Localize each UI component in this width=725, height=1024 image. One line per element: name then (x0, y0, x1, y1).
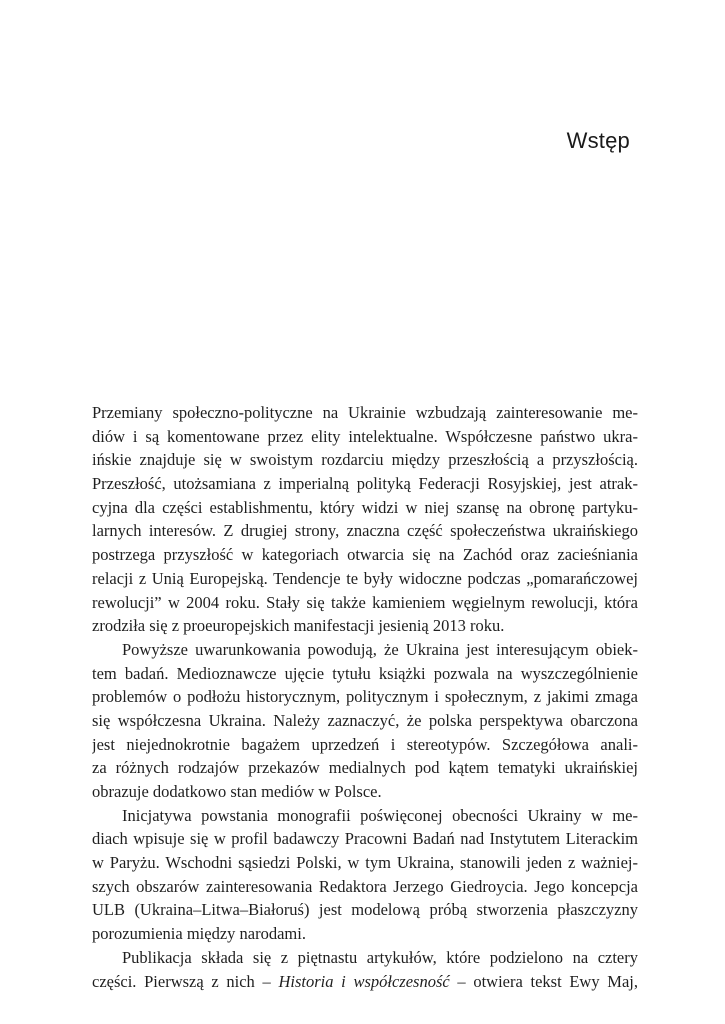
text-line: problemów o podłożu historycznym, politycznym i społecznym, z jakimi zmaga (92, 687, 638, 707)
chapter-title: Wstęp (566, 128, 630, 153)
text-line: Przemiany społeczno-polityczne na Ukrainie wzbudzają zainteresowanie me- (92, 403, 638, 422)
text-line: za różnych rodzajów przekazów medialnych pod kątem tematyki ukraińskiej (92, 758, 638, 778)
text-line: jest niejednokrotnie bagażem uprzedzeń i stereotypów. Szczegółowa anali- (92, 734, 638, 754)
text-line: rewolucji” w 2004 roku. Stały się także kamieniem węgielnym rewolucji, która (92, 592, 638, 612)
text-line: cyjna dla części establishmentu, który widzi w niej szansę na obronę partyku- (92, 497, 638, 517)
text-line-with-emphasis (92, 970, 638, 994)
text-line: Inicjatywa powstania monografii poświęconej obecności Ukrainy w me- (122, 805, 638, 825)
text-line: diach wpisuje się w profil badawczy Pracowni Badań nad Instytutem Literackim (92, 829, 638, 849)
text-line: obrazuje dodatkowo stan mediów w Polsce. (92, 782, 382, 801)
body-text (92, 401, 638, 993)
text-line: postrzega przyszłość w kategoriach otwarcia się na Zachód oraz zacieśniania (92, 545, 638, 565)
book-part-title: Historia i współczesność (278, 971, 450, 991)
text-line: zrodziła się z proeuropejskich manifestacji jesienią 2013 roku. (92, 616, 505, 636)
text-run: części. Pierwszą z nich – (92, 971, 279, 991)
text-line: Powyższe uwarunkowania powodują, że Ukraina jest interesującym obiek- (122, 639, 638, 659)
text-line: relacji z Unią Europejską. Tendencje te były widoczne podczas „pomarańczowej (92, 568, 638, 588)
text-line: larnych interesów. Z drugiej strony, znaczna część społeczeństwa ukraińskiego (92, 521, 638, 541)
text-line: porozumienia między narodami. (92, 924, 306, 944)
text-line: ULB (Ukraina–Litwa–Białoruś) jest modelową próbą stworzenia płaszczyzny (92, 900, 638, 920)
text-line: ińskie znajduje się w swoistym rozdarciu między przeszłością a przyszłością. (92, 450, 638, 470)
text-run: – otwiera tekst Ewy Maj, (449, 971, 638, 991)
text-line: szych obszarów zainteresowania Redaktora Jerzego Giedroycia. Jego koncepcja (92, 876, 638, 896)
text-line: się współczesna Ukraina. Należy zaznaczyć, że polska perspektywa obarczona (92, 710, 638, 730)
text-line: diów i są komentowane przez elity intelektualne. Współczesne państwo ukra- (92, 426, 638, 446)
text-line: Przeszłość, utożsamiana z imperialną polityką Federacji Rosyjskiej, jest atrak- (92, 474, 638, 494)
text-line: tem badań. Medioznawcze ujęcie tytułu książki pozwala na wyszczególnienie (92, 663, 638, 683)
text-line: w Paryżu. Wschodni sąsiedzi Polski, w tym Ukraina, stanowili jeden z ważniej- (92, 853, 638, 873)
text-line: Publikacja składa się z piętnastu artykułów, które podzielono na cztery (122, 947, 638, 967)
